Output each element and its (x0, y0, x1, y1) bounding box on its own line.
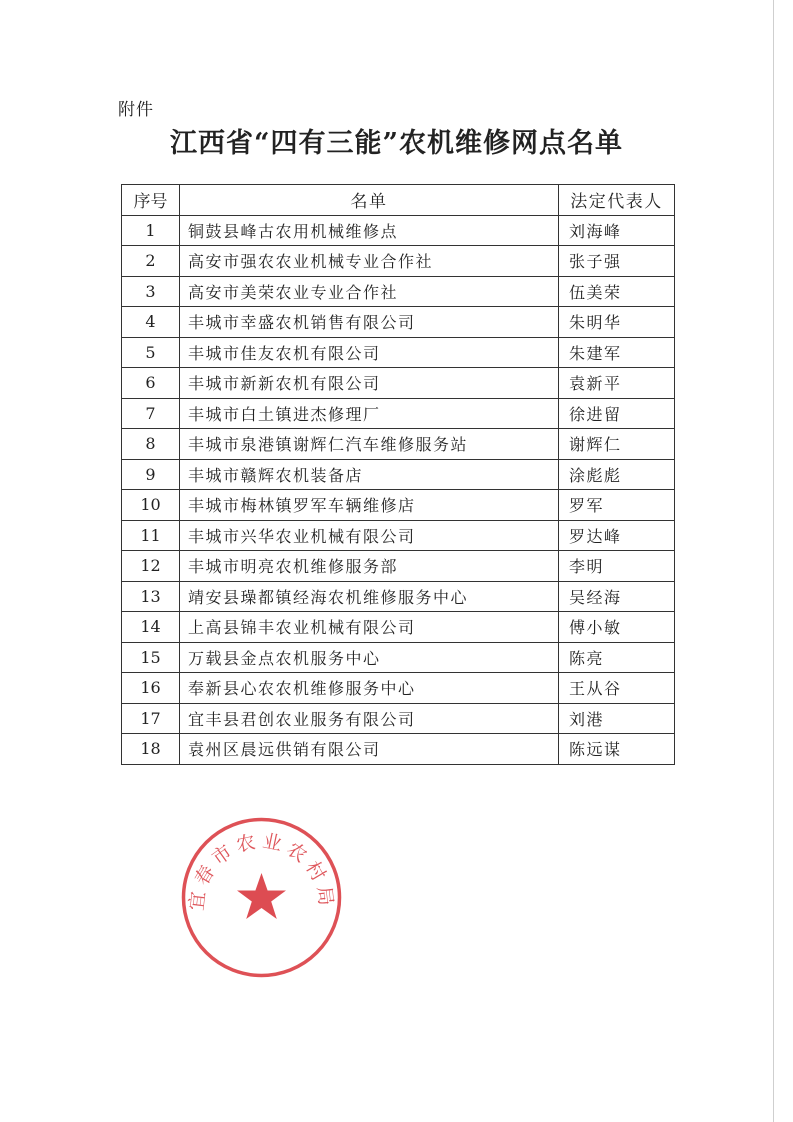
row-name: 丰城市赣辉农机装备店 (180, 459, 559, 490)
row-name: 丰城市泉港镇谢辉仁汽车维修服务站 (180, 429, 559, 460)
table-row (122, 429, 675, 460)
table-row (122, 459, 675, 490)
row-name: 袁州区晨远供销有限公司 (180, 734, 559, 765)
row-rep: 徐进留 (559, 398, 675, 429)
row-seq: 8 (122, 429, 180, 460)
row-rep: 朱建军 (559, 337, 675, 368)
table-row (122, 520, 675, 551)
row-name: 丰城市幸盛农机销售有限公司 (180, 307, 559, 338)
table-row (122, 246, 675, 277)
header-rep: 法定代表人 (559, 185, 675, 216)
row-seq: 2 (122, 246, 180, 277)
row-seq: 10 (122, 490, 180, 521)
row-name: 上高县锦丰农业机械有限公司 (180, 612, 559, 643)
row-seq: 13 (122, 581, 180, 612)
table-row (122, 642, 675, 673)
row-name: 高安市强农农业机械专业合作社 (180, 246, 559, 277)
row-rep: 朱明华 (559, 307, 675, 338)
row-rep: 涂彪彪 (559, 459, 675, 490)
row-rep: 陈亮 (559, 642, 675, 673)
row-seq: 6 (122, 368, 180, 399)
table-row (122, 703, 675, 734)
row-rep: 伍美荣 (559, 276, 675, 307)
row-name: 丰城市明亮农机维修服务部 (180, 551, 559, 582)
row-seq: 14 (122, 612, 180, 643)
attachment-label: 附件 (118, 100, 154, 120)
table-header-row (122, 185, 675, 216)
table-row (122, 215, 675, 246)
row-seq: 9 (122, 459, 180, 490)
table-row (122, 612, 675, 643)
row-seq: 7 (122, 398, 180, 429)
row-seq: 16 (122, 673, 180, 704)
seal-star-icon (237, 873, 286, 919)
header-name: 名单 (180, 185, 559, 216)
official-seal (179, 815, 344, 980)
row-rep: 罗军 (559, 490, 675, 521)
table-row (122, 368, 675, 399)
table-row (122, 734, 675, 765)
row-rep: 陈远谋 (559, 734, 675, 765)
table-row (122, 307, 675, 338)
row-name: 高安市美荣农业专业合作社 (180, 276, 559, 307)
row-seq: 4 (122, 307, 180, 338)
row-rep: 刘海峰 (559, 215, 675, 246)
scan-edge-line (773, 0, 774, 1122)
row-name: 丰城市兴华农业机械有限公司 (180, 520, 559, 551)
row-rep: 王从谷 (559, 673, 675, 704)
header-seq: 序号 (122, 185, 180, 216)
table-row (122, 673, 675, 704)
row-seq: 12 (122, 551, 180, 582)
table-row (122, 551, 675, 582)
row-name: 丰城市新新农机有限公司 (180, 368, 559, 399)
document-title: 江西省“四有三能”农机维修网点名单 (169, 128, 624, 159)
row-seq: 15 (122, 642, 180, 673)
row-name: 奉新县心农农机维修服务中心 (180, 673, 559, 704)
table-row (122, 581, 675, 612)
row-seq: 5 (122, 337, 180, 368)
table-row (122, 490, 675, 521)
row-seq: 11 (122, 520, 180, 551)
row-rep: 罗达峰 (559, 520, 675, 551)
row-rep: 袁新平 (559, 368, 675, 399)
row-name: 铜鼓县峰古农用机械维修点 (180, 215, 559, 246)
row-rep: 傅小敏 (559, 612, 675, 643)
row-name: 丰城市白土镇进杰修理厂 (180, 398, 559, 429)
table-row (122, 398, 675, 429)
row-rep: 刘港 (559, 703, 675, 734)
row-name: 万载县金点农机服务中心 (180, 642, 559, 673)
row-seq: 17 (122, 703, 180, 734)
row-seq: 1 (122, 215, 180, 246)
table-row (122, 276, 675, 307)
row-rep: 谢辉仁 (559, 429, 675, 460)
row-rep: 李明 (559, 551, 675, 582)
row-seq: 3 (122, 276, 180, 307)
row-seq: 18 (122, 734, 180, 765)
table-body (122, 215, 675, 764)
row-name: 丰城市佳友农机有限公司 (180, 337, 559, 368)
repair-outlet-table (121, 184, 675, 765)
row-rep: 张子强 (559, 246, 675, 277)
row-name: 丰城市梅林镇罗军车辆维修店 (180, 490, 559, 521)
row-name: 靖安县璪都镇经海农机维修服务中心 (180, 581, 559, 612)
row-rep: 吴经海 (559, 581, 675, 612)
seal-text: 宜春市农业农村局 (185, 830, 338, 912)
row-name: 宜丰县君创农业服务有限公司 (180, 703, 559, 734)
table-row (122, 337, 675, 368)
